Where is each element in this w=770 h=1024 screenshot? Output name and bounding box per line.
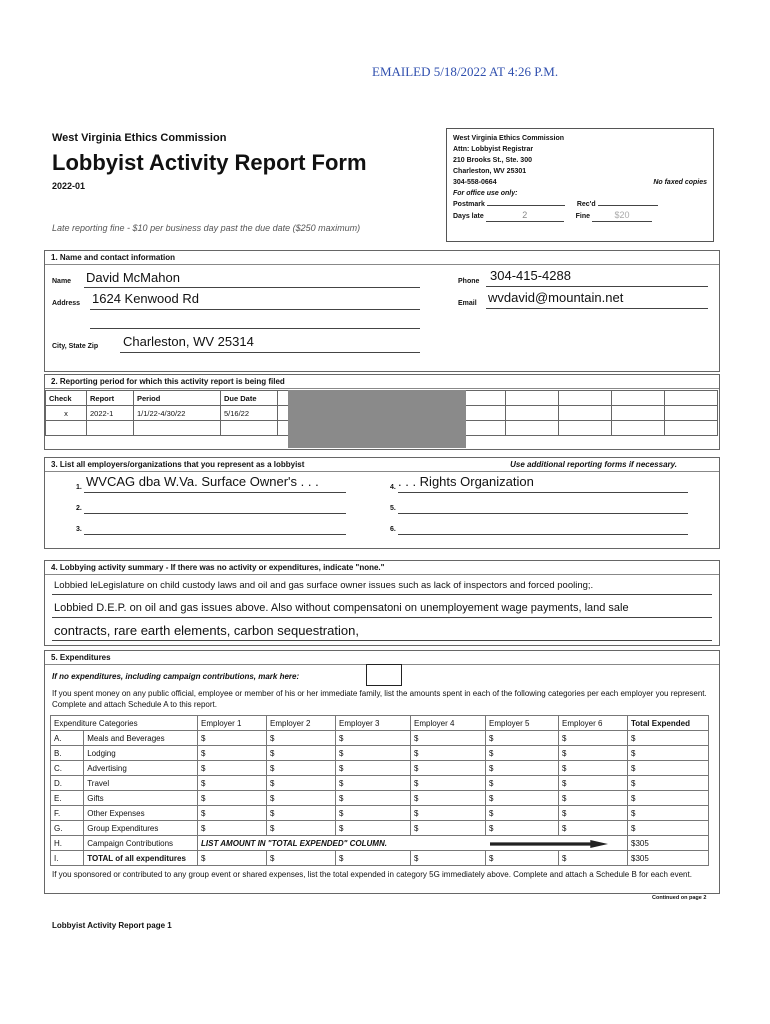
col-period: Period [134,391,221,406]
amount-cell[interactable]: $ [559,791,628,806]
address-line: Charleston, WV 25301 [453,168,527,175]
col-check: Check [46,391,87,406]
continued-note: Continued on page 2 [652,895,707,901]
agency-name: West Virginia Ethics Commission [52,132,227,144]
city-field[interactable]: Charleston, WV 25314 [123,334,254,349]
name-label: Name [52,278,72,285]
due-cell: 5/16/22 [221,406,278,421]
postmark-row [453,199,707,210]
column-header: Employer 1 [198,716,267,731]
amount-cell[interactable]: $ [411,851,486,866]
amount-cell[interactable]: $ [628,791,709,806]
column-header: Employer 6 [559,716,628,731]
section-heading: 5. Expenditures [45,651,719,665]
amount-cell[interactable]: $ [411,776,486,791]
row-category: Gifts [84,791,198,806]
row-letter: C. [51,761,84,776]
employer-2-field[interactable] [84,513,346,514]
table-row [51,851,709,866]
report-cell: 2022-1 [87,406,134,421]
page-title: Lobbyist Activity Report Form [52,150,367,175]
fine-value: $20 [592,210,652,222]
table-row [51,821,709,836]
amount-cell[interactable]: $ [336,806,411,821]
employer-number: 5. [390,505,396,512]
amount-cell[interactable]: $ [198,806,267,821]
address-field[interactable]: 1624 Kenwood Rd [92,291,199,306]
row-letter: E. [51,791,84,806]
address-label: Address [52,300,81,307]
summary-line-1[interactable]: Lobbied leLegislature on child custody laws and oil and gas surface owner issues such as lack of inspectors and forced pooling;. [54,580,594,591]
employer-5-field[interactable] [398,513,688,514]
row-letter: A. [51,731,84,746]
amount-cell[interactable]: $ [559,851,628,866]
address-line: 210 Brooks St., Ste. 300 [453,157,532,164]
row-letter: G. [51,821,84,836]
amount-cell[interactable]: $ [559,776,628,791]
row-letter: B. [51,746,84,761]
postmark-label: Postmark [453,201,485,208]
amount-cell[interactable]: $305 [628,851,709,866]
section-heading: 4. Lobbying activity summary - If there was no activity or expenditures, indicate "none." [45,561,719,575]
amount-cell[interactable]: $ [267,791,336,806]
amount-cell[interactable]: $ [267,806,336,821]
amount-cell[interactable]: $ [486,761,559,776]
address-phone-row [453,177,707,188]
amount-cell[interactable]: $ [559,821,628,836]
row-letter: H. [51,836,84,851]
table-row [51,761,709,776]
column-header: Employer 5 [486,716,559,731]
col-due: Due Date [221,391,278,406]
employer-6-field[interactable] [398,534,688,535]
amount-cell[interactable]: $ [628,761,709,776]
amount-cell[interactable]: $ [411,746,486,761]
column-header: Employer 4 [411,716,486,731]
column-header: Total Expended [628,716,709,731]
phone-label: Phone [458,278,480,285]
row-category: Travel [84,776,198,791]
amount-cell[interactable]: $ [267,746,336,761]
amount-cell[interactable]: $ [486,791,559,806]
no-expenditures-checkbox[interactable] [366,664,402,686]
employer-3-field[interactable] [84,534,346,535]
amount-cell[interactable]: $ [336,761,411,776]
address-line: West Virginia Ethics Commission [453,135,564,142]
amount-cell[interactable]: $ [486,851,559,866]
section-heading: 1. Name and contact information [45,251,719,265]
amount-cell[interactable]: $ [336,791,411,806]
section-heading: 2. Reporting period for which this activity report is being filed [45,375,719,389]
amount-cell[interactable]: $ [198,731,267,746]
amount-cell[interactable]: $ [267,761,336,776]
amount-cell[interactable]: $ [411,821,486,836]
summary-line-3[interactable]: contracts, rare earth elements, carbon sequestration, [54,623,359,638]
amount-cell[interactable]: $ [336,746,411,761]
amount-cell[interactable]: $ [336,851,411,866]
amount-cell[interactable]: $ [336,821,411,836]
amount-cell[interactable]: $ [198,746,267,761]
amount-cell[interactable]: $ [628,746,709,761]
phone-field[interactable]: 304-415-4288 [490,268,571,283]
row-letter: D. [51,776,84,791]
amount-cell[interactable]: $ [411,791,486,806]
no-faxed-note: No faxed copies [653,179,707,186]
amount-cell[interactable]: $ [559,746,628,761]
group-event-note: If you sponsored or contributed to any group event or shared expenses, list the total expended in category 5G immediately above. Complete and attach a Schedule B for each event. [52,870,692,879]
summary-line-2[interactable]: Lobbied D.E.P. on oil and gas issues above. Also without compensatoni on unemployement wage payments, land sale [54,602,629,614]
employer-4-field[interactable]: . . . Rights Organization [398,474,534,489]
amount-cell[interactable]: $ [198,821,267,836]
address-phone: 304-558-0664 [453,179,497,186]
amount-cell[interactable]: $ [267,731,336,746]
table-row [51,776,709,791]
section-heading [45,458,719,472]
fine-label: Fine [575,213,591,220]
row-category: TOTAL of all expenditures [84,851,198,866]
amount-cell[interactable]: $ [198,851,267,866]
amount-cell[interactable]: $ [267,776,336,791]
amount-cell[interactable]: $ [411,806,486,821]
column-header: Employer 3 [336,716,411,731]
employer-number: 1. [76,484,82,491]
campaign-note: LIST AMOUNT IN "TOTAL EXPENDED" COLUMN. [198,836,628,851]
email-field[interactable]: wvdavid@mountain.net [488,290,624,305]
days-late-row [453,210,707,222]
amount-cell[interactable]: $ [628,731,709,746]
amount-cell[interactable]: $ [486,731,559,746]
address-line: Attn: Lobbyist Registrar [453,146,534,153]
emailed-stamp: EMAILED 5/18/2022 AT 4:26 P.M. [372,64,559,79]
amount-cell[interactable]: $ [198,776,267,791]
amount-cell[interactable]: $ [486,776,559,791]
amount-cell[interactable]: $ [198,761,267,776]
section-contact-info [44,250,720,372]
amount-cell[interactable]: $ [559,806,628,821]
amount-cell[interactable]: $ [336,731,411,746]
row-category: Other Expenses [84,806,198,821]
amount-cell[interactable]: $ [411,731,486,746]
office-use-label: For office use only: [453,190,518,197]
row-category: Lodging [84,746,198,761]
amount-cell[interactable]: $ [267,851,336,866]
row-category: Advertising [84,761,198,776]
employer-number: 4. [390,484,396,491]
late-fine-note: Late reporting fine - $10 per business day past the due date ($250 maximum) [52,223,361,233]
page-footer: Lobbyist Activity Report page 1 [52,921,172,930]
amount-cell[interactable]: $ [486,821,559,836]
amount-cell[interactable]: $ [411,761,486,776]
email-label: Email [458,300,477,307]
days-late-label: Days late [453,213,484,220]
table-row [51,731,709,746]
employer-number: 2. [76,505,82,512]
column-header: Employer 2 [267,716,336,731]
section-heading-text: 3. List all employers/organizations that you represent as a lobbyist [51,460,305,469]
col-report: Report [87,391,134,406]
table-row [51,806,709,821]
amount-cell[interactable]: $ [267,821,336,836]
no-expenditures-label: If no expenditures, including campaign contributions, mark here: [52,672,300,681]
amount-cell[interactable]: $ [486,746,559,761]
amount-cell[interactable]: $ [486,806,559,821]
mailing-address-box [446,128,714,242]
row-letter: I. [51,851,84,866]
redaction-block [288,390,466,448]
amount-cell[interactable]: $ [559,731,628,746]
amount-cell[interactable]: $ [628,821,709,836]
city-label: City, State Zip [52,343,99,350]
employer-1-field[interactable]: WVCAG dba W.Va. Surface Owner's . . . [86,474,319,489]
employer-number: 3. [76,526,82,533]
table-row [51,791,709,806]
form-code: 2022-01 [52,181,86,191]
row-category: Group Expenditures [84,821,198,836]
section-employers [44,457,720,549]
expenditures-intro: If you spent money on any public official, employee or member of his or her immediate family, list the amounts spent in each of the following categories per each employer you represent. Complete and attach Schedule A to this report. [52,689,707,709]
row-category: Campaign Contributions [84,836,198,851]
amount-cell[interactable]: $ [628,776,709,791]
period-cell: 1/1/22-4/30/22 [134,406,221,421]
name-field[interactable]: David McMahon [86,270,180,285]
row-category: Meals and Beverages [84,731,198,746]
amount-cell[interactable]: $ [336,776,411,791]
row-letter: F. [51,806,84,821]
additional-forms-note: Use additional reporting forms if necessary. [510,460,677,469]
column-header: Expenditure Categories [51,716,198,731]
days-late-value: 2 [486,210,564,222]
amount-cell[interactable]: $ [198,791,267,806]
expenditures-table [50,715,709,866]
employer-number: 6. [390,526,396,533]
check-cell[interactable]: x [46,406,87,421]
campaign-total-cell[interactable]: $305 [628,836,709,851]
recd-label: Rec'd [576,201,596,208]
amount-cell[interactable]: $ [628,806,709,821]
table-row [51,836,709,851]
amount-cell[interactable]: $ [559,761,628,776]
table-row [51,746,709,761]
